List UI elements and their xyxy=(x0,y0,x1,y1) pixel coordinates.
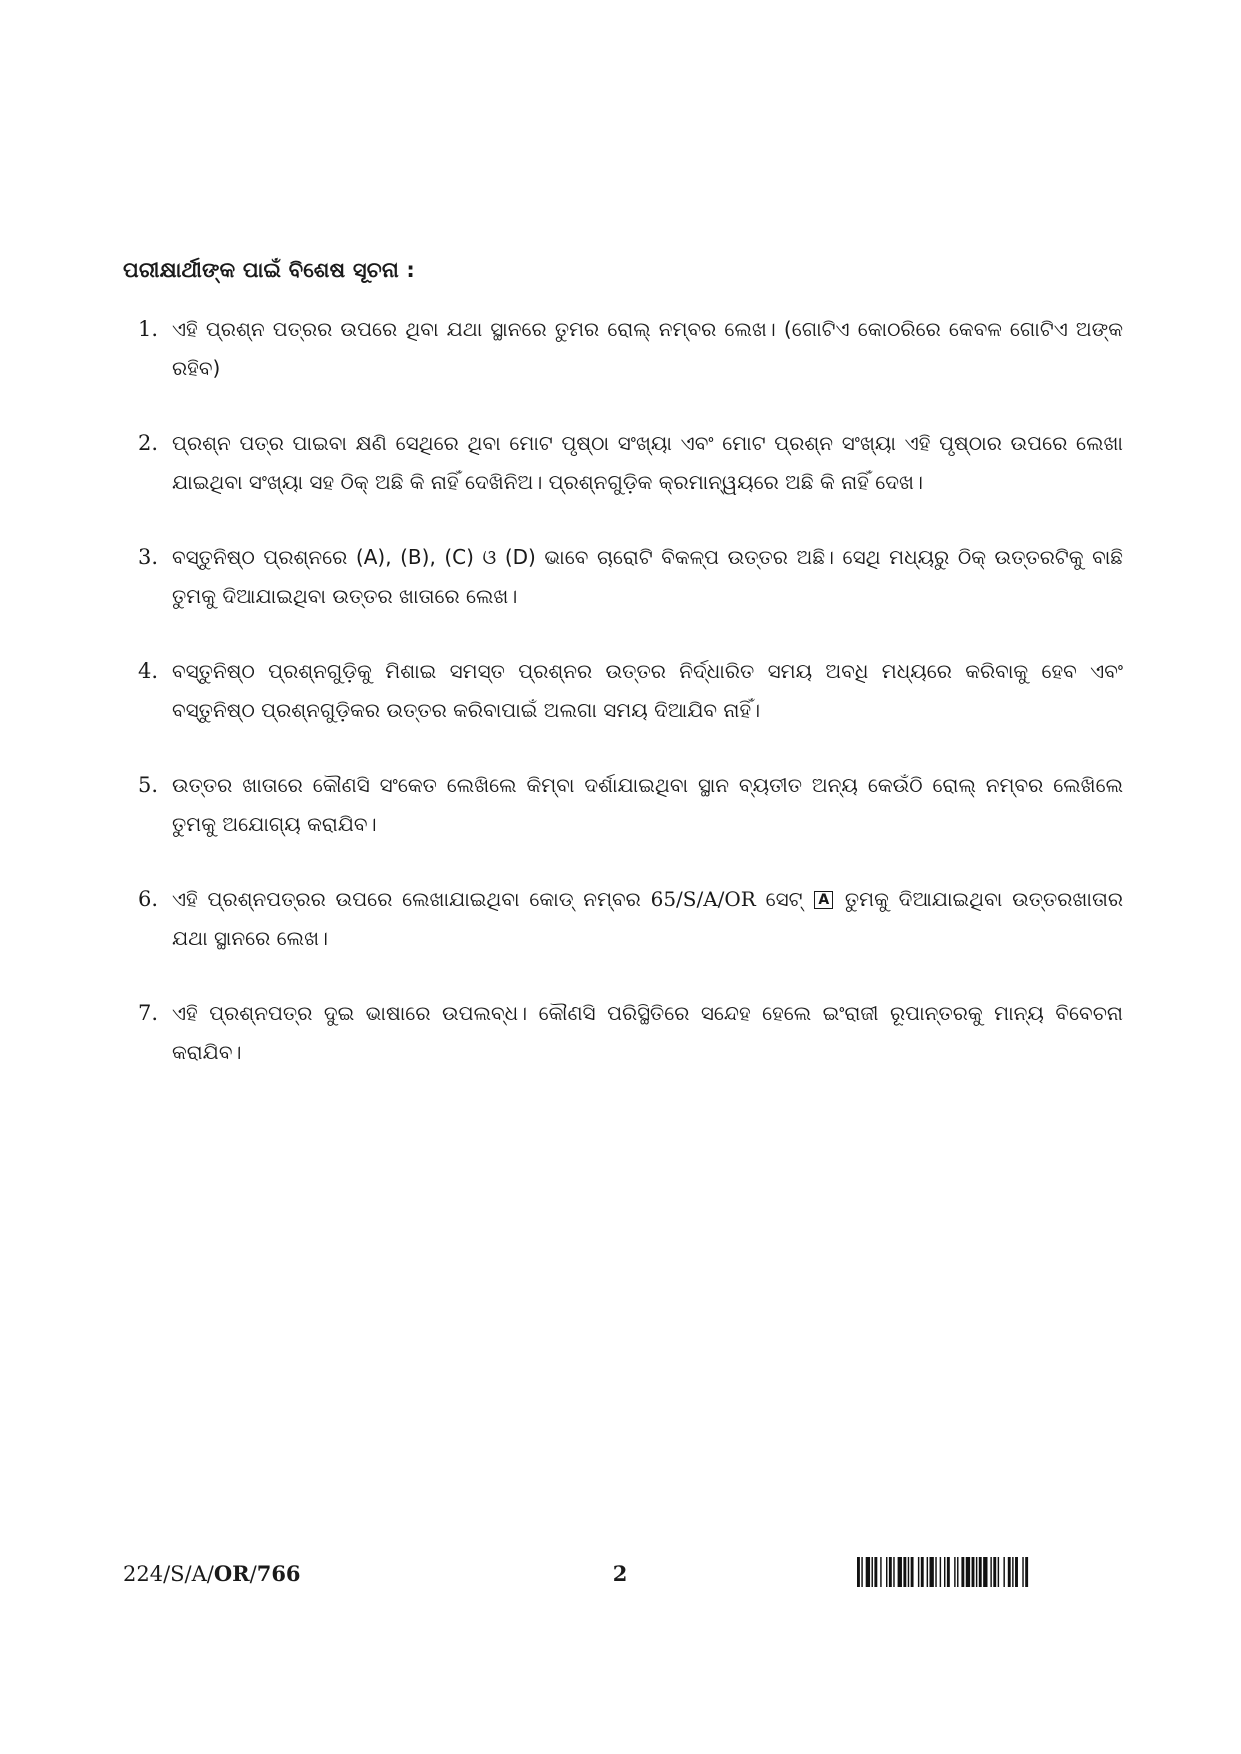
barcode-bar xyxy=(1025,1557,1028,1587)
barcode-bar xyxy=(990,1557,991,1587)
paper-code: 65/S/A/OR xyxy=(650,887,756,911)
instructions-list xyxy=(123,310,1123,1108)
barcode-bar xyxy=(918,1557,919,1587)
barcode-bar xyxy=(1003,1557,1004,1587)
barcode-bar xyxy=(966,1557,970,1587)
barcode-bar xyxy=(889,1557,892,1587)
instruction-text-after-set: ତୁମକୁ ଦିଆଯାଇଥିବା ଉତ୍ତରଖାତାର ଯଥା ସ୍ଥାନରେ ଲେଖ। xyxy=(172,887,1124,950)
footer-code-bold-or: OR xyxy=(213,1561,250,1586)
barcode-bar xyxy=(998,1557,999,1587)
instruction-text xyxy=(172,880,1123,958)
footer-code-separator: / xyxy=(249,1562,257,1586)
instruction-item-2 xyxy=(123,424,1123,502)
instruction-number: 3. xyxy=(137,545,158,569)
barcode-bar xyxy=(872,1557,873,1587)
instruction-text: ଏହି ପ୍ରଶ୍ନପତ୍ର ଦୁଇ ଭାଷାରେ ଉପଲବ୍ଧ। କୌଣସି ପରିସ୍ଥିତିରେ ସନ୍ଦେହ ହେଲେ ଇଂରାଜୀ ରୂପାନ୍ତରକୁ ମାନ୍ୟ ବିବେଚନା କରାଯିବ। xyxy=(172,1001,1123,1064)
instruction-number: 1. xyxy=(137,317,158,341)
barcode-bar xyxy=(993,1557,996,1587)
barcode-bar xyxy=(961,1557,964,1587)
instruction-text: ଉତ୍ତର ଖାତାରେ କୌଣସି ସଂକେତ ଲେଖିଲେ କିମ୍ବା ଦର୍ଶାଯାଇଥିବା ସ୍ଥାନ ବ୍ୟତୀତ ଅନ୍ୟ କେଉଁଠି ରୋଲ୍ ନମ୍ବର ଲେଖିଲେ ତୁମକୁ ଅଯୋଗ୍ୟ କରାଯିବ। xyxy=(172,773,1123,836)
special-instructions-heading: ପରୀକ୍ଷାର୍ଥୀଙ୍କ ପାଇଁ ବିଶେଷ ସୂଚନା : xyxy=(123,258,416,282)
instruction-text: ବସ୍ତୁନିଷ୍ଠ ପ୍ରଶ୍ନଗୁଡ଼ିକୁ ମିଶାଇ ସମସ୍ତ ପ୍ରଶ୍ନର ଉତ୍ତର ନିର୍ଦ୍ଧାରିତ ସମୟ ଅବଧି ମଧ୍ୟରେ କରିବାକୁ ହେବ ଏବଂ ବସ୍ତୁନିଷ୍ଠ ପ୍ରଶ୍ନଗୁଡ଼ିକର ଉତ୍ତର କରିବାପାଇଁ ଅଲଗା ସମୟ ଦିଆଯିବ ନାହିଁ। xyxy=(172,659,1123,722)
set-label: ସେଟ୍ xyxy=(765,887,803,911)
set-box-badge: A xyxy=(814,891,833,909)
barcode-bar xyxy=(861,1557,862,1587)
barcode-bar xyxy=(976,1557,977,1587)
instruction-item-3 xyxy=(123,538,1123,616)
barcode-bar xyxy=(1015,1557,1018,1587)
barcode-bar xyxy=(972,1557,975,1587)
barcode-bar xyxy=(908,1557,909,1587)
instruction-item-7 xyxy=(123,994,1123,1072)
instruction-text: ବସ୍ତୁନିଷ୍ଠ ପ୍ରଶ୍ନରେ (A), (B), (C) ଓ (D) ଭାବେ ଚାରୋଟି ବିକଳ୍ପ ଉତ୍ତର ଅଛି। ସେଥି ମଧ୍ୟରୁ ଠିକ୍ ଉତ୍ତରଟିକୁ ବାଛି ତୁମକୁ ଦିଆଯାଇଥିବା ଉତ୍ତର ଖାତାରେ ଲେଖ। xyxy=(172,545,1123,608)
instruction-item-6 xyxy=(123,880,1123,958)
barcode-bar xyxy=(954,1557,955,1587)
barcode-bar xyxy=(979,1557,982,1587)
footer-code-prefix: 224/S/A/ xyxy=(123,1562,214,1586)
footer-paper-code xyxy=(123,1561,301,1586)
instruction-number: 2. xyxy=(137,431,158,455)
footer-code-bold-number: 766 xyxy=(256,1561,301,1586)
barcode-bar xyxy=(944,1557,945,1587)
barcode-bar xyxy=(921,1557,924,1587)
barcode-bar xyxy=(866,1557,870,1587)
barcode-icon xyxy=(857,1557,1119,1587)
barcode-bar xyxy=(947,1557,950,1587)
barcode-bar xyxy=(930,1557,934,1587)
page-number: 2 xyxy=(612,1561,628,1586)
barcode-bar xyxy=(886,1557,887,1587)
instruction-item-1 xyxy=(123,310,1123,388)
barcode-bar xyxy=(880,1557,881,1587)
barcode-bar xyxy=(940,1557,941,1587)
instruction-number: 6. xyxy=(137,887,158,911)
barcode-bar xyxy=(911,1557,914,1587)
instruction-text: ଏହି ପ୍ରଶ୍ନ ପତ୍ରର ଉପରେ ଥିବା ଯଥା ସ୍ଥାନରେ ତୁମର ରୋଲ୍ ନମ୍ବର ଲେଖ। (ଗୋଟିଏ କୋଠରିରେ କେବଳ ଗୋଟିଏ ଅଙ୍କ ରହିବ) xyxy=(172,317,1123,380)
instruction-number: 5. xyxy=(137,773,158,797)
instruction-text: ପ୍ରଶ୍ନ ପତ୍ର ପାଇବା କ୍ଷଣି ସେଥିରେ ଥିବା ମୋଟ ପୃଷ୍ଠା ସଂଖ୍ୟା ଏବଂ ମୋଟ ପ୍ରଶ୍ନ ସଂଖ୍ୟା ଏହି ପୃଷ୍ଠାର ଉପରେ ଲେଖା ଯାଇଥିବା ସଂଖ୍ୟା ସହ ଠିକ୍ ଅଛି କି ନାହିଁ ଦେଖିନିଅ। ପ୍ରଶ୍ନଗୁଡ଼ିକ କ୍ରମାନ୍ୱୟରେ ଅଛି କି ନାହିଁ ଦେଖ। xyxy=(172,431,1123,494)
instruction-item-5 xyxy=(123,766,1123,844)
barcode-bar xyxy=(898,1557,902,1587)
barcode-bar xyxy=(874,1557,877,1587)
instruction-item-4 xyxy=(123,652,1123,730)
barcode-bar xyxy=(893,1557,894,1587)
barcode-bar xyxy=(957,1557,958,1587)
instruction-number: 4. xyxy=(137,659,158,683)
barcode-bar xyxy=(903,1557,906,1587)
barcode-bar xyxy=(1012,1557,1013,1587)
instruction-text-before-code: ଏହି ପ୍ରଶ୍ନପତ୍ରର ଉପରେ ଲେଖାଯାଇଥିବା କୋଡ୍ ନମ୍ବର xyxy=(172,887,641,911)
barcode-bar xyxy=(1008,1557,1011,1587)
barcode-bar xyxy=(935,1557,936,1587)
barcode-bar xyxy=(927,1557,928,1587)
barcode-bar xyxy=(983,1557,987,1587)
barcode-bar xyxy=(857,1557,860,1587)
instruction-number: 7. xyxy=(137,1001,158,1025)
barcode-bar xyxy=(1022,1557,1023,1587)
